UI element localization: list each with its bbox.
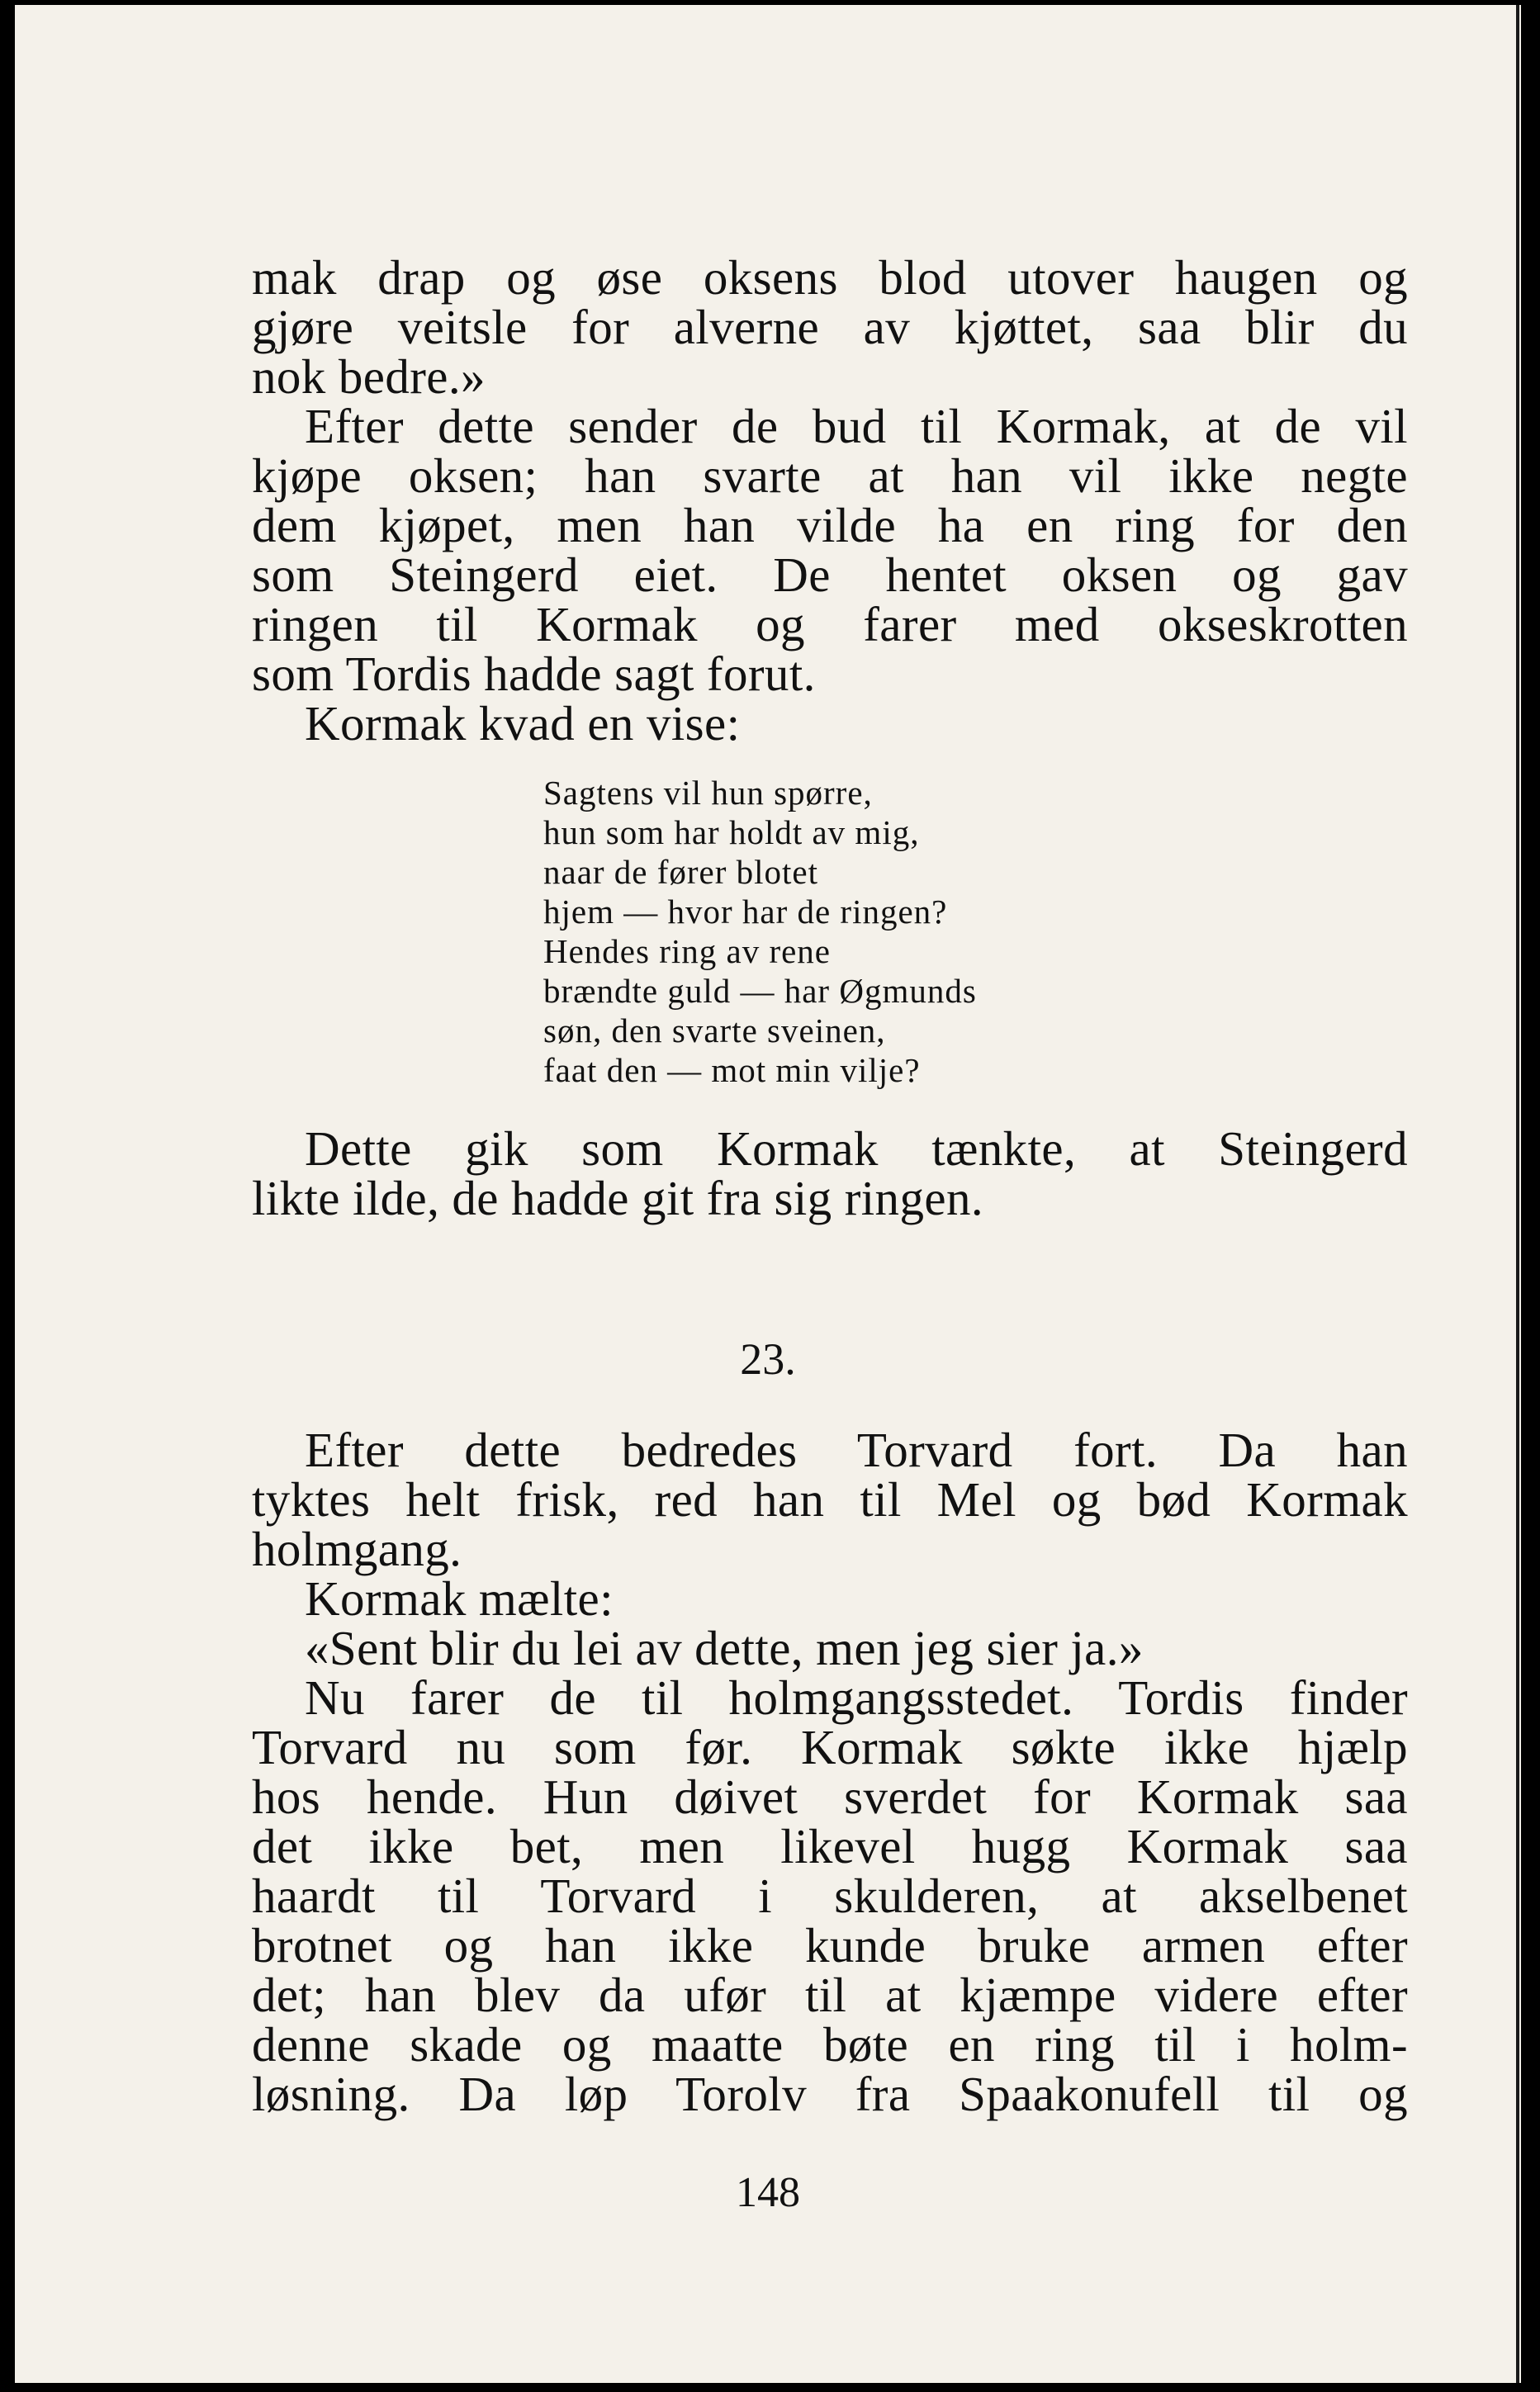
text-line: likte ilde, de hadde git fra sig ringen. <box>252 1171 983 1225</box>
text-line: som Steingerd eiet. De hentet oksen og gav <box>252 547 1408 602</box>
verse-line: Hendes ring av rene <box>543 932 832 970</box>
text-line: kjøpe oksen; han svarte at han vil ikke negte <box>252 448 1408 503</box>
text-line: «Sent blir du lei av dette, men jeg sier ja.» <box>305 1621 1144 1675</box>
text-line: dem kjøpet, men han vilde ha en ring for den <box>252 498 1408 552</box>
text-line: Dette gik som Kormak tænkte, at Steingerd <box>305 1121 1408 1176</box>
text-line: nok bedre.» <box>252 349 486 404</box>
text-line: denne skade og maatte bøte en ring til i holm- <box>252 2017 1408 2072</box>
body-text-after-verse <box>252 1121 1408 1225</box>
text-line: som Tordis hadde sagt forut. <box>252 647 816 701</box>
text-line: ringen til Kormak og farer med okseskrotten <box>252 597 1408 651</box>
body-text-top <box>252 250 1408 751</box>
text-line: det; han blev da ufør til at kjæmpe videre efter <box>252 1968 1408 2022</box>
text-line: haardt til Torvard i skulderen, at akselbenet <box>252 1869 1408 1923</box>
text-line: Torvard nu som før. Kormak søkte ikke hjælp <box>252 1720 1408 1774</box>
body-text-bottom <box>252 1425 1408 2119</box>
text-line: Kormak mælte: <box>305 1571 614 1626</box>
page-number: 148 <box>736 2169 800 2216</box>
verse-line: faat den — mot min vilje? <box>543 1051 921 1089</box>
text-line: Efter dette bedredes Torvard fort. Da han <box>305 1423 1408 1477</box>
text-line: løsning. Da løp Torolv fra Spaakonufell til og <box>252 2067 1408 2121</box>
verse-line: naar de fører blotet <box>543 853 819 891</box>
text-line: brotnet og han ikke kunde bruke armen efter <box>252 1918 1408 1973</box>
text-line: mak drap og øse oksens blod utover haugen og <box>252 250 1408 305</box>
verse-line: Sagtens vil hun spørre, <box>543 774 873 812</box>
text-line: Efter dette sender de bud til Kormak, at de vil <box>305 399 1408 453</box>
text-line: hos hende. Hun døivet sverdet for Kormak saa <box>252 1769 1408 1824</box>
text-line: gjøre veitsle for alverne av kjøttet, saa blir du <box>252 300 1408 354</box>
verse-line: hun som har holdt av mig, <box>543 813 920 851</box>
book-page <box>15 5 1521 2383</box>
text-line: holmgang. <box>252 1522 462 1576</box>
chapter-number: 23. <box>740 1334 796 1384</box>
verse-line: hjem — hvor har de ringen? <box>543 893 948 931</box>
text-line: Nu farer de til holmgangsstedet. Tordis finder <box>305 1670 1408 1725</box>
verse-line: brændte guld — har Øgmunds <box>543 972 977 1010</box>
verse-line: søn, den svarte sveinen, <box>543 1011 886 1049</box>
text-line: det ikke bet, men likevel hugg Kormak saa <box>252 1819 1408 1873</box>
verse-block <box>543 773 1138 1090</box>
text-line: tyktes helt frisk, red han til Mel og bød Kormak <box>252 1472 1408 1527</box>
page-edge-shadow <box>1516 5 1519 2383</box>
text-line: Kormak kvad en vise: <box>305 696 741 751</box>
